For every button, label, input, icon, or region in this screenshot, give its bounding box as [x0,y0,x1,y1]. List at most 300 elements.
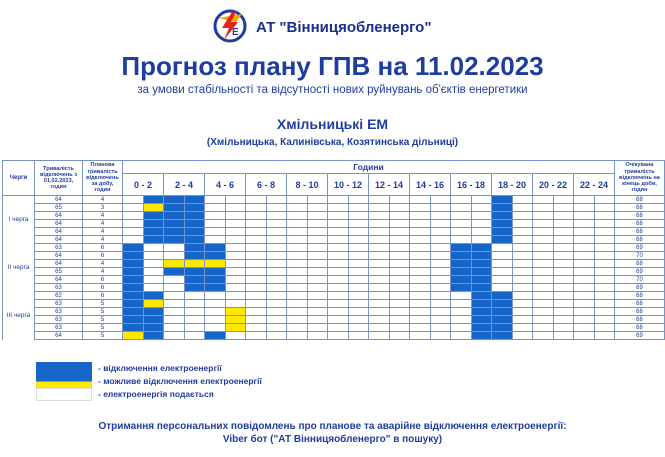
hour-cell [533,236,554,244]
hour-cell [451,276,472,284]
districts-label: (Хмільницька, Калинівська, Козятинська дільниці) [206,137,459,148]
hour-cell [246,212,267,220]
hour-cell [123,204,144,212]
hour-cell [287,236,308,244]
hour-cell [430,332,451,340]
hour-cell [410,268,431,276]
hour-cell [389,228,410,236]
hour-cell [143,284,164,292]
hour-cell [533,332,554,340]
hour-cell [164,324,185,332]
hour-cell [594,212,615,220]
hour-cell [451,292,472,300]
legend-text: - електроенергія подається [98,389,214,399]
hour-cell [533,220,554,228]
table-row [3,332,665,340]
hour-cell [369,252,390,260]
hour-cell [512,316,533,324]
hour-cell [574,252,595,260]
hour-cell [246,228,267,236]
hour-cell [553,220,574,228]
hour-cell [266,252,287,260]
hour-cell [246,204,267,212]
hour-cell [287,260,308,268]
hour-cell [574,284,595,292]
footer-line-1: Отримання персональних повідомлень про планове та аварійне відключення електроенергії: [98,421,567,432]
hour-cell [328,292,349,300]
hour-cell [246,196,267,204]
hour-cell [246,300,267,308]
hour-cell [553,228,574,236]
hour-cell [225,252,246,260]
planned-cell: 3 [83,204,123,212]
hour-cell [369,308,390,316]
hour-cell [594,324,615,332]
planned-cell: 6 [83,252,123,260]
hour-cell [594,204,615,212]
footer-line-2: Viber бот ("АТ Вінницяобленерго" в пошуку) [222,434,443,445]
hour-cell [205,300,226,308]
table-row [3,260,665,268]
hour-cell [307,236,328,244]
hour-cell [553,260,574,268]
hour-cell [143,260,164,268]
company-name: АТ "Вінницяобленерго" [256,19,432,36]
hour-cell [307,252,328,260]
expected-cell: 68 [615,292,665,300]
planned-cell: 6 [83,284,123,292]
hour-cell [266,276,287,284]
hour-cell [492,324,513,332]
duration-cell: 65 [35,204,83,212]
hour-cell [553,252,574,260]
hour-cell [184,244,205,252]
lightning-logo-icon [210,8,250,44]
hour-cell [307,300,328,308]
hour-cell [512,276,533,284]
hour-cell [369,220,390,228]
hour-cell [369,196,390,204]
hour-cell [287,308,308,316]
hour-cell [205,204,226,212]
hour-cell [266,220,287,228]
hour-cell [594,228,615,236]
hour-cell [287,212,308,220]
hour-cell [389,236,410,244]
duration-cell: 64 [35,212,83,220]
hour-slot-header: 12 - 14 [369,174,410,196]
hour-cell [492,292,513,300]
col-queue-header: Черги [3,161,35,196]
hour-cell [225,236,246,244]
hour-cell [164,212,185,220]
hour-cell [246,332,267,340]
hour-cell [471,236,492,244]
hour-cell [369,268,390,276]
hour-cell [471,204,492,212]
hour-cell [533,228,554,236]
hour-cell [471,316,492,324]
hour-cell [307,276,328,284]
hour-slot-header: 22 - 24 [574,174,615,196]
hour-cell [205,268,226,276]
hour-cell [471,196,492,204]
hour-cell [328,332,349,340]
hour-cell [123,220,144,228]
hour-cell [143,292,164,300]
hour-cell [533,244,554,252]
hour-cell [574,228,595,236]
hour-slot-header: 4 - 6 [205,174,246,196]
hour-cell [492,244,513,252]
hour-cell [266,236,287,244]
hour-cell [164,300,185,308]
hour-cell [184,252,205,260]
hour-cell [574,276,595,284]
hour-cell [225,220,246,228]
hour-cell [266,300,287,308]
hour-cell [410,332,431,340]
hour-cell [471,300,492,308]
hour-cell [307,268,328,276]
hour-cell [123,308,144,316]
hour-cell [389,332,410,340]
hour-cell [225,332,246,340]
hour-cell [287,292,308,300]
hour-cell [430,268,451,276]
hour-cell [348,252,369,260]
hour-cell [594,244,615,252]
hour-cell [369,276,390,284]
hour-cell [225,228,246,236]
hour-slot-header: 14 - 16 [410,174,451,196]
hour-cell [348,324,369,332]
hour-cell [348,236,369,244]
hour-cell [184,300,205,308]
duration-cell: 64 [35,220,83,228]
hour-cell [512,308,533,316]
hour-cell [143,252,164,260]
hour-cell [287,276,308,284]
hour-cell [369,204,390,212]
hour-cell [164,316,185,324]
hour-cell [471,324,492,332]
hour-cell [594,196,615,204]
hour-cell [512,236,533,244]
hour-cell [266,204,287,212]
hour-cell [246,284,267,292]
hour-cell [307,196,328,204]
hour-cell [451,244,472,252]
hour-cell [594,332,615,340]
hour-cell [451,332,472,340]
hour-cell [266,316,287,324]
hour-cell [451,196,472,204]
hour-cell [143,324,164,332]
hour-cell [451,260,472,268]
hour-cell [123,260,144,268]
hour-cell [307,260,328,268]
hour-cell [471,228,492,236]
hour-cell [410,204,431,212]
hour-cell [512,220,533,228]
hour-cell [492,236,513,244]
hour-cell [307,308,328,316]
hour-cell [574,324,595,332]
hour-cell [574,244,595,252]
legend-text: - можливе відключення електроенергії [98,376,262,386]
hour-cell [328,228,349,236]
hour-cell [287,316,308,324]
hour-cell [164,244,185,252]
hour-cell [471,332,492,340]
hour-cell [287,284,308,292]
hour-cell [389,196,410,204]
hour-cell [205,260,226,268]
legend-swatch [36,362,92,375]
hour-cell [533,260,554,268]
table-row [3,292,665,300]
hour-cell [594,236,615,244]
hour-cell [553,308,574,316]
hour-cell [512,196,533,204]
hour-cell [369,260,390,268]
hour-cell [307,228,328,236]
hour-cell [266,260,287,268]
hour-cell [328,308,349,316]
hour-cell [512,284,533,292]
hour-cell [430,228,451,236]
hour-cell [184,332,205,340]
hour-cell [369,332,390,340]
hour-cell [410,220,431,228]
hour-cell [410,324,431,332]
hour-cell [287,324,308,332]
hour-cell [184,316,205,324]
hour-cell [410,300,431,308]
hour-cell [348,212,369,220]
duration-cell: 64 [35,236,83,244]
table-row [3,252,665,260]
hour-cell [246,308,267,316]
hour-cell [410,252,431,260]
schedule-table [2,160,665,340]
hour-cell [512,268,533,276]
hour-cell [410,196,431,204]
hour-cell [492,260,513,268]
hour-cell [164,292,185,300]
hour-cell [369,292,390,300]
hour-cell [451,308,472,316]
hour-cell [348,284,369,292]
hour-cell [266,284,287,292]
hour-cell [246,252,267,260]
expected-cell: 68 [615,204,665,212]
hour-cell [553,300,574,308]
hour-cell [205,276,226,284]
hour-cell [164,284,185,292]
hour-cell [266,308,287,316]
hour-cell [225,196,246,204]
hour-cell [369,316,390,324]
hour-cell [184,284,205,292]
hour-cell [328,236,349,244]
hour-cell [430,236,451,244]
hour-cell [225,276,246,284]
duration-cell: 64 [35,228,83,236]
hour-cell [246,324,267,332]
hour-cell [143,308,164,316]
expected-cell: 69 [615,284,665,292]
hour-cell [205,212,226,220]
hour-cell [533,212,554,220]
planned-cell: 5 [83,308,123,316]
hour-cell [164,196,185,204]
hour-cell [410,236,431,244]
hour-cell [205,308,226,316]
hour-cell [369,300,390,308]
duration-cell: 63 [35,300,83,308]
duration-cell: 62 [35,292,83,300]
hour-cell [471,284,492,292]
hour-cell [451,284,472,292]
table-row [3,212,665,220]
hour-cell [492,220,513,228]
hour-cell [123,228,144,236]
hour-cell [533,196,554,204]
table-row [3,236,665,244]
hour-cell [123,316,144,324]
hour-cell [451,324,472,332]
hour-cell [287,244,308,252]
hour-cell [348,276,369,284]
hour-cell [492,284,513,292]
hour-cell [574,300,595,308]
hour-cell [143,196,164,204]
col-duration-header: Тривалість відключень з 01.02.2023, годин [35,161,83,196]
hour-cell [389,244,410,252]
hour-cell [430,212,451,220]
duration-cell: 63 [35,244,83,252]
hour-cell [205,292,226,300]
hour-cell [553,204,574,212]
hour-cell [389,252,410,260]
queue-group-label: ІІІ черга [3,292,35,340]
hour-cell [492,268,513,276]
table-row [3,324,665,332]
hour-cell [574,260,595,268]
hour-cell [184,228,205,236]
hour-cell [512,324,533,332]
hour-cell [348,220,369,228]
hour-cell [287,252,308,260]
hour-cell [594,300,615,308]
hour-cell [328,268,349,276]
hour-cell [348,300,369,308]
hour-cell [123,196,144,204]
hour-cell [451,236,472,244]
duration-cell: 63 [35,308,83,316]
planned-cell: 4 [83,236,123,244]
hour-cell [594,316,615,324]
hour-cell [184,236,205,244]
table-row [3,308,665,316]
hour-cell [512,292,533,300]
hour-cell [574,196,595,204]
hour-cell [164,252,185,260]
hour-cell [533,316,554,324]
hour-cell [348,244,369,252]
hour-slot-header: 18 - 20 [492,174,533,196]
hour-slot-header: 2 - 4 [164,174,205,196]
hour-cell [123,284,144,292]
hour-cell [246,268,267,276]
expected-cell: 68 [615,220,665,228]
svg-text:E: E [232,27,239,38]
hour-cell [389,204,410,212]
hour-cell [553,244,574,252]
hour-cell [389,284,410,292]
hour-cell [307,244,328,252]
queue-group-label: І черга [3,196,35,244]
hour-cell [533,252,554,260]
table-row [3,220,665,228]
hour-cell [123,300,144,308]
hour-cell [164,204,185,212]
hour-cell [369,228,390,236]
table-row [3,316,665,324]
hour-cell [410,316,431,324]
hour-cell [164,276,185,284]
hour-cell [471,252,492,260]
table-row [3,228,665,236]
hour-cell [553,324,574,332]
duration-cell: 63 [35,284,83,292]
hour-cell [143,204,164,212]
hour-cell [328,220,349,228]
hour-cell [143,244,164,252]
expected-cell: 68 [615,308,665,316]
hour-cell [184,204,205,212]
table-row [3,276,665,284]
duration-cell: 63 [35,324,83,332]
hour-cell [492,308,513,316]
hour-cell [246,236,267,244]
hour-cell [451,204,472,212]
duration-cell: 65 [35,268,83,276]
hour-cell [389,324,410,332]
hour-cell [410,212,431,220]
hour-cell [225,316,246,324]
hour-cell [246,244,267,252]
hour-cell [594,252,615,260]
hour-cell [328,276,349,284]
hour-cell [328,300,349,308]
hour-cell [430,284,451,292]
expected-cell: 68 [615,324,665,332]
hour-cell [430,204,451,212]
hour-cell [307,316,328,324]
hour-cell [205,316,226,324]
hour-cell [225,204,246,212]
hour-cell [369,284,390,292]
hour-cell [123,252,144,260]
hour-cell [389,276,410,284]
expected-cell: 68 [615,212,665,220]
hour-cell [143,228,164,236]
hours-header: Години [123,161,615,174]
hour-cell [143,236,164,244]
